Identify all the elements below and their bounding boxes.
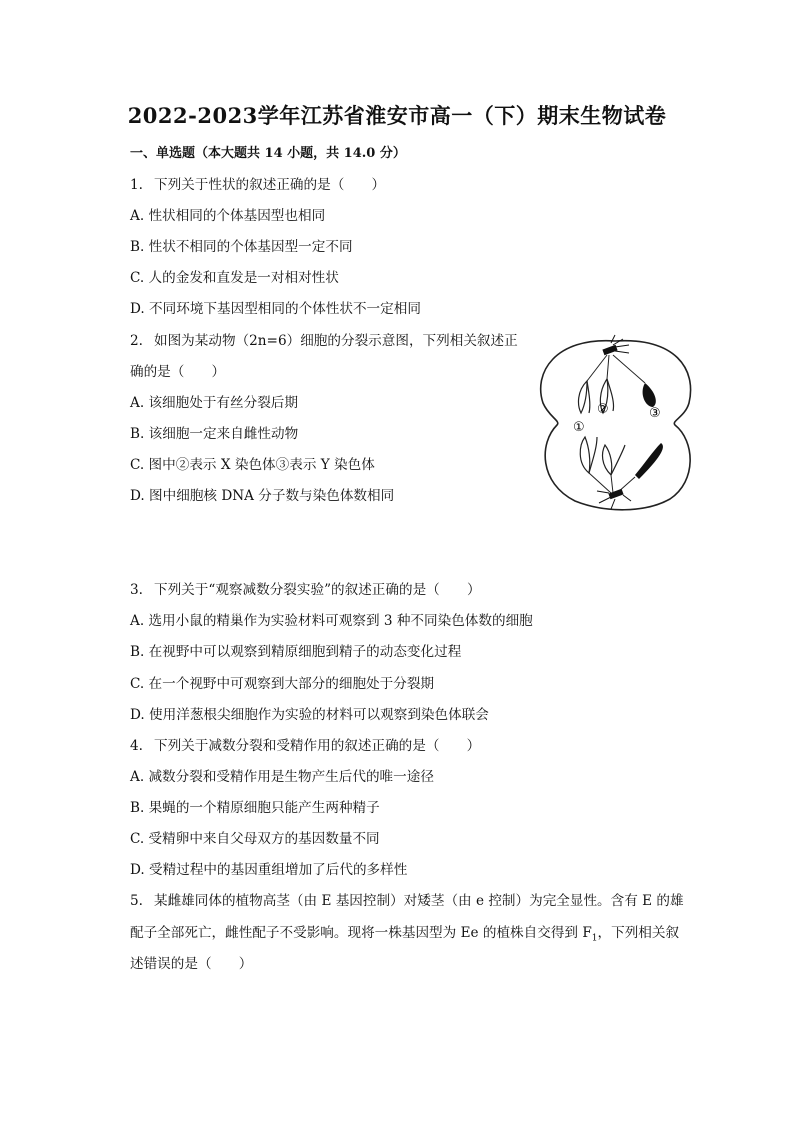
option-d: D. 受精过程中的基因重组增加了后代的多样性 (130, 862, 408, 878)
question-3-stem (130, 581, 481, 599)
cell-division-figure (535, 333, 695, 513)
lower-spindle (589, 473, 635, 493)
question-1-stem (130, 176, 385, 194)
question-text: 下列关于减数分裂和受精作用的叙述正确的是（ ） (154, 738, 481, 754)
question-4-stem (130, 737, 480, 755)
option-a: A. 选用小鼠的精巢作为实验材料可观察到 3 种不同染色体数的细胞 (130, 613, 533, 629)
option-d: D. 图中细胞核 DNA 分子数与染色体数相同 (130, 488, 395, 504)
question-text: 如图为某动物（2n=6）细胞的分裂示意图，下列相关叙述正 (154, 333, 518, 349)
option-c: C. 图中②表示 X 染色体③表示 Y 染色体 (130, 457, 375, 473)
section-heading: 一、单选题（本大题共 14 小题，共 14.0 分） (130, 146, 406, 161)
lower-dark-chromosome (635, 443, 663, 479)
question-text: 下列关于“观察减数分裂实验”的叙述正确的是（ ） (154, 582, 481, 598)
cell-membrane (541, 341, 691, 510)
label-1: ① (573, 420, 585, 435)
question-text-part: ，下列相关叙 (597, 925, 680, 941)
lower-chromosomes (580, 437, 625, 475)
upper-dark-chromosome (643, 383, 656, 407)
question-5-stem-cont: 述错误的是（ ） (130, 956, 253, 972)
option-c: C. 人的金发和直发是一对相对性状 (130, 270, 339, 286)
label-2: ② (597, 402, 609, 417)
question-5-stem (130, 892, 684, 910)
option-d: D. 不同环境下基因型相同的个体性状不一定相同 (130, 301, 421, 317)
question-number: 1. (130, 177, 143, 193)
subscript: 1 (591, 933, 598, 944)
option-c: C. 受精卵中来自父母双方的基因数量不同 (130, 831, 380, 847)
question-number: 5. (130, 893, 143, 909)
option-b: B. 在视野中可以观察到精原细胞到精子的动态变化过程 (130, 644, 462, 660)
option-b: B. 该细胞一定来自雌性动物 (130, 426, 299, 442)
option-a: A. 性状相同的个体基因型也相同 (130, 208, 326, 224)
option-d: D. 使用洋葱根尖细胞作为实验的材料可以观察到染色体联会 (130, 707, 489, 723)
option-b: B. 果蝇的一个精原细胞只能产生两种精子 (130, 800, 380, 816)
question-text-part: 配子全部死亡，雌性配子不受影响。现将一株基因型为 Ee 的植株自交得到 F (130, 925, 592, 941)
question-text: 下列关于性状的叙述正确的是（ ） (154, 177, 386, 193)
lower-centrosome (597, 489, 631, 509)
question-number: 2. (130, 333, 143, 349)
question-number: 4. (130, 738, 143, 754)
question-2-stem-cont: 确的是（ ） (130, 364, 226, 380)
option-a: A. 减数分裂和受精作用是生物产生后代的唯一途径 (130, 769, 434, 785)
option-b: B. 性状不相同的个体基因型一定不同 (130, 239, 353, 255)
question-5-stem-cont (130, 924, 679, 948)
upper-spindle (587, 355, 645, 383)
option-c: C. 在一个视野中可观察到大部分的细胞处于分裂期 (130, 676, 435, 692)
upper-centrosome (602, 335, 629, 355)
label-3: ③ (649, 406, 661, 421)
page-title: 2022-2023学年江苏省淮安市高一（下）期末生物试卷 (127, 103, 667, 128)
question-number: 3. (130, 582, 143, 598)
question-2-stem (130, 332, 518, 350)
question-text: 某雌雄同体的植物高茎（由 E 基因控制）对矮茎（由 e 控制）为完全显性。含有 E 的雄 (154, 893, 684, 909)
option-a: A. 该细胞处于有丝分裂后期 (130, 395, 298, 411)
